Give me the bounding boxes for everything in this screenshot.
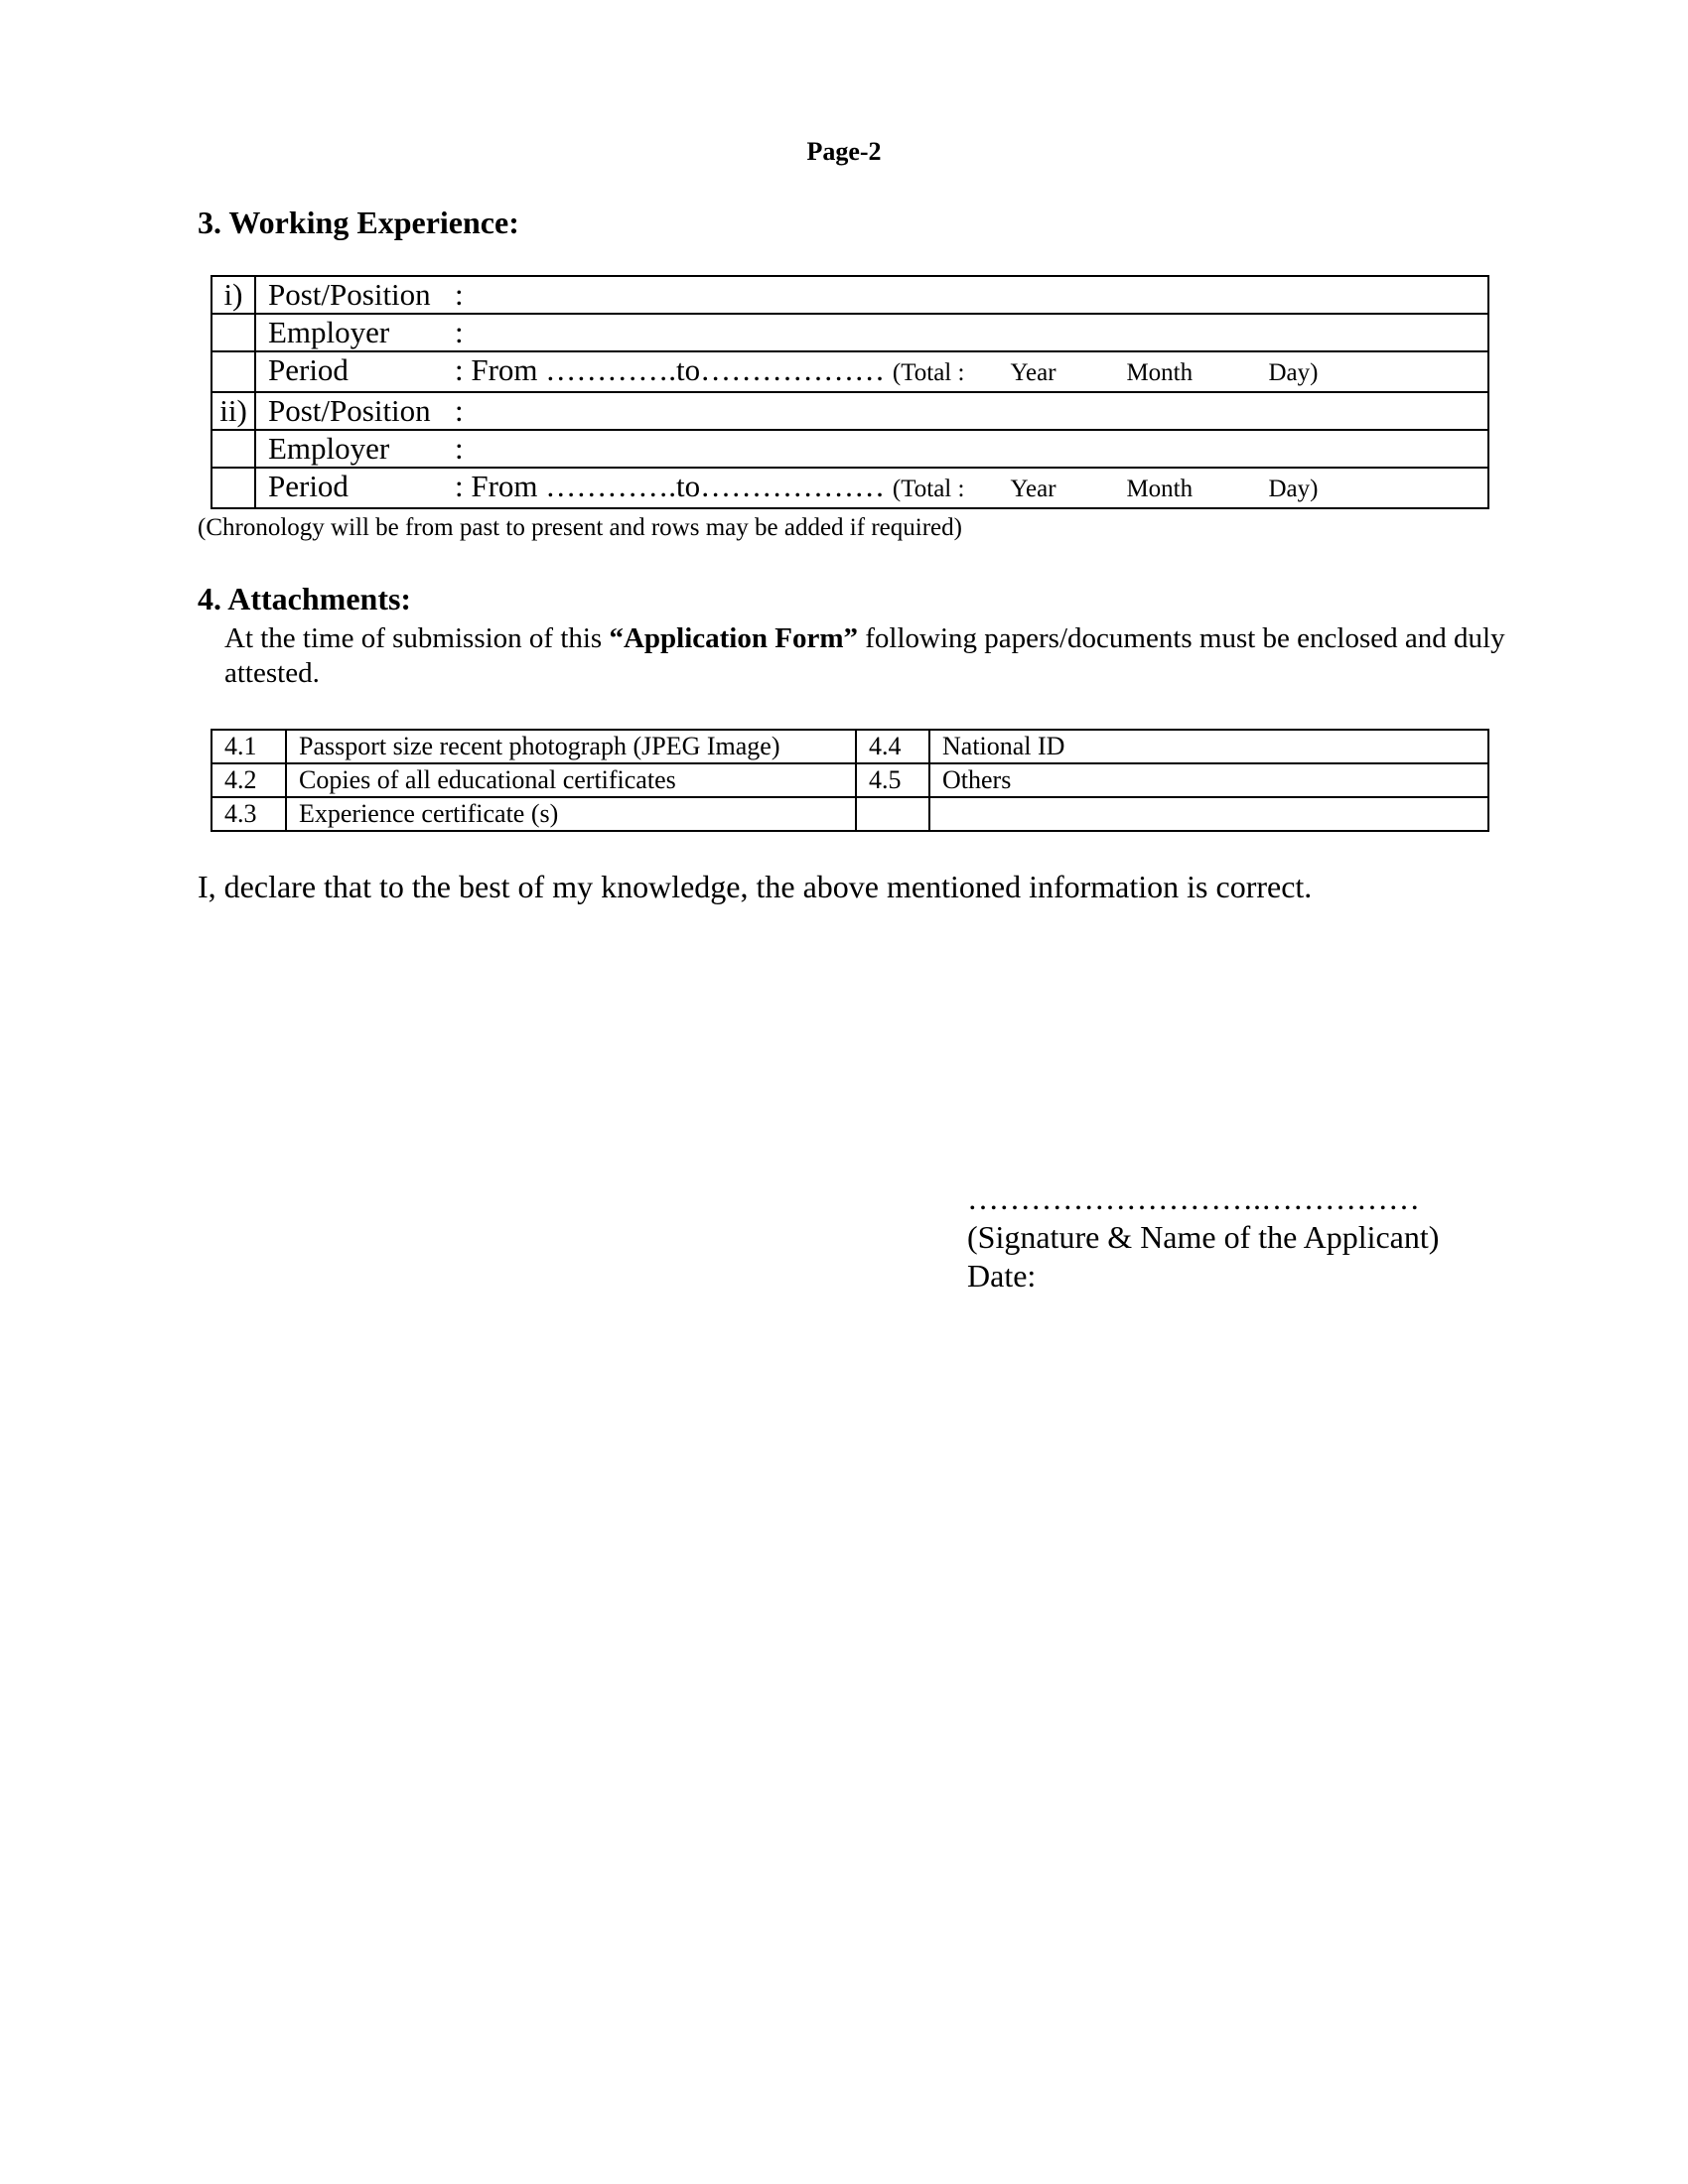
post-position-label: Post/Position [268, 393, 431, 428]
period-field[interactable] [255, 351, 1488, 392]
period-range: : From ………….to……………… [455, 469, 886, 503]
table-row [211, 276, 1488, 314]
attachment-item: Others [929, 763, 1488, 797]
page-label: Page-2 [806, 137, 882, 166]
attachment-item: Experience certificate (s) [286, 797, 856, 831]
attachment-number [856, 797, 929, 831]
period-label: Period [268, 352, 349, 387]
employer-label: Employer [268, 431, 390, 466]
attachment-number: 4.1 [211, 730, 286, 763]
table-row [211, 430, 1488, 468]
total-label: (Total : [892, 476, 965, 502]
table-row [211, 730, 1488, 763]
attachment-item: National ID [929, 730, 1488, 763]
attachment-item: Copies of all educational certificates [286, 763, 856, 797]
month-unit: Month [1126, 476, 1194, 502]
post-position-label: Post/Position [268, 277, 431, 312]
employer-field[interactable]: Employer : [255, 314, 1488, 351]
year-unit: Year [1010, 359, 1056, 386]
day-unit: Day) [1268, 359, 1319, 386]
employer-label: Employer [268, 315, 390, 349]
attachment-number: 4.3 [211, 797, 286, 831]
table-row [211, 392, 1488, 430]
section-3-title: 3. Working Experience: [198, 205, 519, 240]
attachment-number: 4.4 [856, 730, 929, 763]
signature-block [967, 1179, 1439, 1296]
post-position-field[interactable]: Post/Position : [255, 276, 1488, 314]
attachment-item: Passport size recent photograph (JPEG Image) [286, 730, 856, 763]
period-range: : From ………….to……………… [455, 352, 886, 387]
employer-field[interactable]: Employer : [255, 430, 1488, 468]
attachments-intro: At the time of submission of this “Application Form” following papers/documents must be enclosed and duly attested. [224, 622, 1505, 689]
attachment-number: 4.2 [211, 763, 286, 797]
chronology-note: (Chronology will be from past to present and rows may be added if required) [198, 514, 962, 541]
entry-index: i) [211, 276, 255, 314]
section-4-title: 4. Attachments: [198, 581, 412, 616]
total-label: (Total : [892, 359, 965, 386]
attachments-table [211, 729, 1489, 832]
table-row [211, 797, 1488, 831]
attachment-item [929, 797, 1488, 831]
year-unit: Year [1010, 476, 1056, 502]
period-field[interactable] [255, 468, 1488, 508]
table-row [211, 468, 1488, 508]
work-experience-table [211, 275, 1489, 509]
entry-index: ii) [211, 392, 255, 430]
month-unit: Month [1126, 359, 1194, 386]
declaration-text: I, declare that to the best of my knowledge, the above mentioned information is correct. [198, 869, 1313, 904]
signature-caption: (Signature & Name of the Applicant) [967, 1219, 1440, 1255]
post-position-field[interactable]: Post/Position : [255, 392, 1488, 430]
day-unit: Day) [1268, 476, 1319, 502]
table-row [211, 763, 1488, 797]
table-row [211, 314, 1488, 351]
period-label: Period [268, 469, 349, 503]
application-form-emphasis: “Application Form” [609, 622, 858, 654]
signature-line[interactable]: ……………………….…………… [967, 1180, 1420, 1216]
date-label: Date: [967, 1258, 1037, 1294]
table-row [211, 351, 1488, 392]
attachment-number: 4.5 [856, 763, 929, 797]
